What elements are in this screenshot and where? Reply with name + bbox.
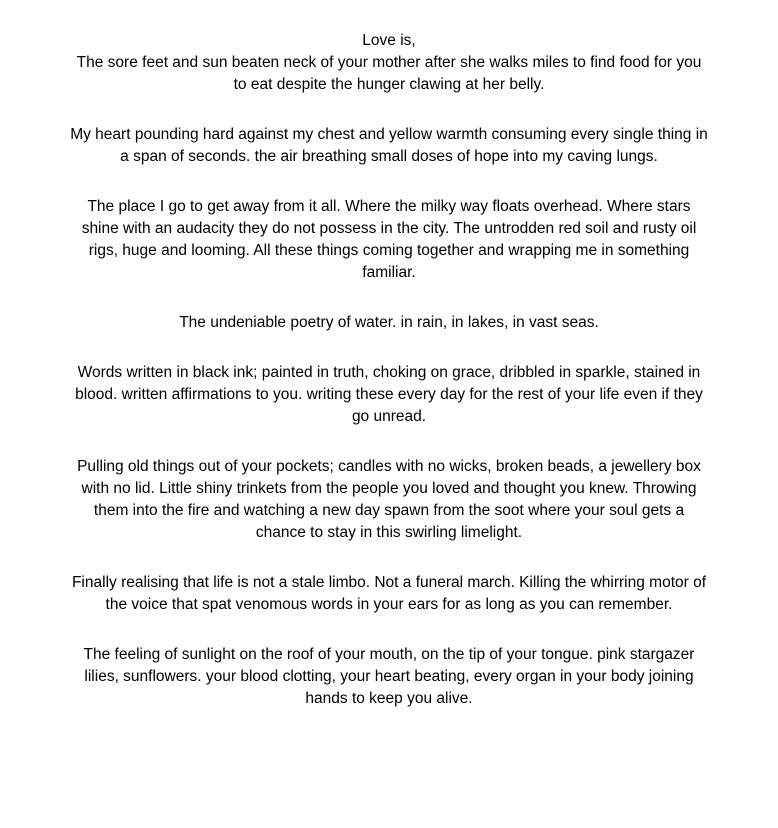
stanza-6: Pulling old things out of your pockets; candles with no wicks, broken beads, a jewellery box with no lid. Little shiny trinkets from the people you loved and thought you knew. Throwing them into the fire and watching a new day spawn from the soot where your soul gets a chance to stay in this swirling limelight. [77,458,701,541]
intro-line: Love is, [362,32,416,49]
stanza-8: The feeling of sunlight on the roof of your mouth, on the tip of your tongue. pink stargazer lilies, sunflowers. your blood clotting, your heart beating, every organ in your body joining hands to keep you alive. [83,646,695,707]
stanza-3: The place I go to get away from it all. Where the milky way floats overhead. Where stars shine with an audacity they do not possess in the city. The untrodden red soil and rusty oil rigs, huge and looming. All these things coming together and wrapping me in something familiar. [81,198,697,281]
stanza-1-text: The sore feet and sun beaten neck of your mother after she walks miles to find food for you to eat despite the hunger clawing at her belly. [76,54,702,93]
stanza-4: The undeniable poetry of water. in rain, in lakes, in vast seas. [179,314,599,331]
stanza-2: My heart pounding hard against my chest and yellow warmth consuming every single thing in a span of seconds. the air breathing small doses of hope into my caving lungs. [70,126,708,165]
stanza-5: Words written in black ink; painted in truth, choking on grace, dribbled in sparkle, stained in blood. written affirmations to you. writing these every day for the rest of your life even if they go unread. [75,364,703,425]
stanza-1 [69,30,709,96]
poem-body [69,30,709,710]
stanza-7: Finally realising that life is not a stale limbo. Not a funeral march. Killing the whirring motor of the voice that spat venomous words in your ears for as long as you can remember. [71,574,707,613]
